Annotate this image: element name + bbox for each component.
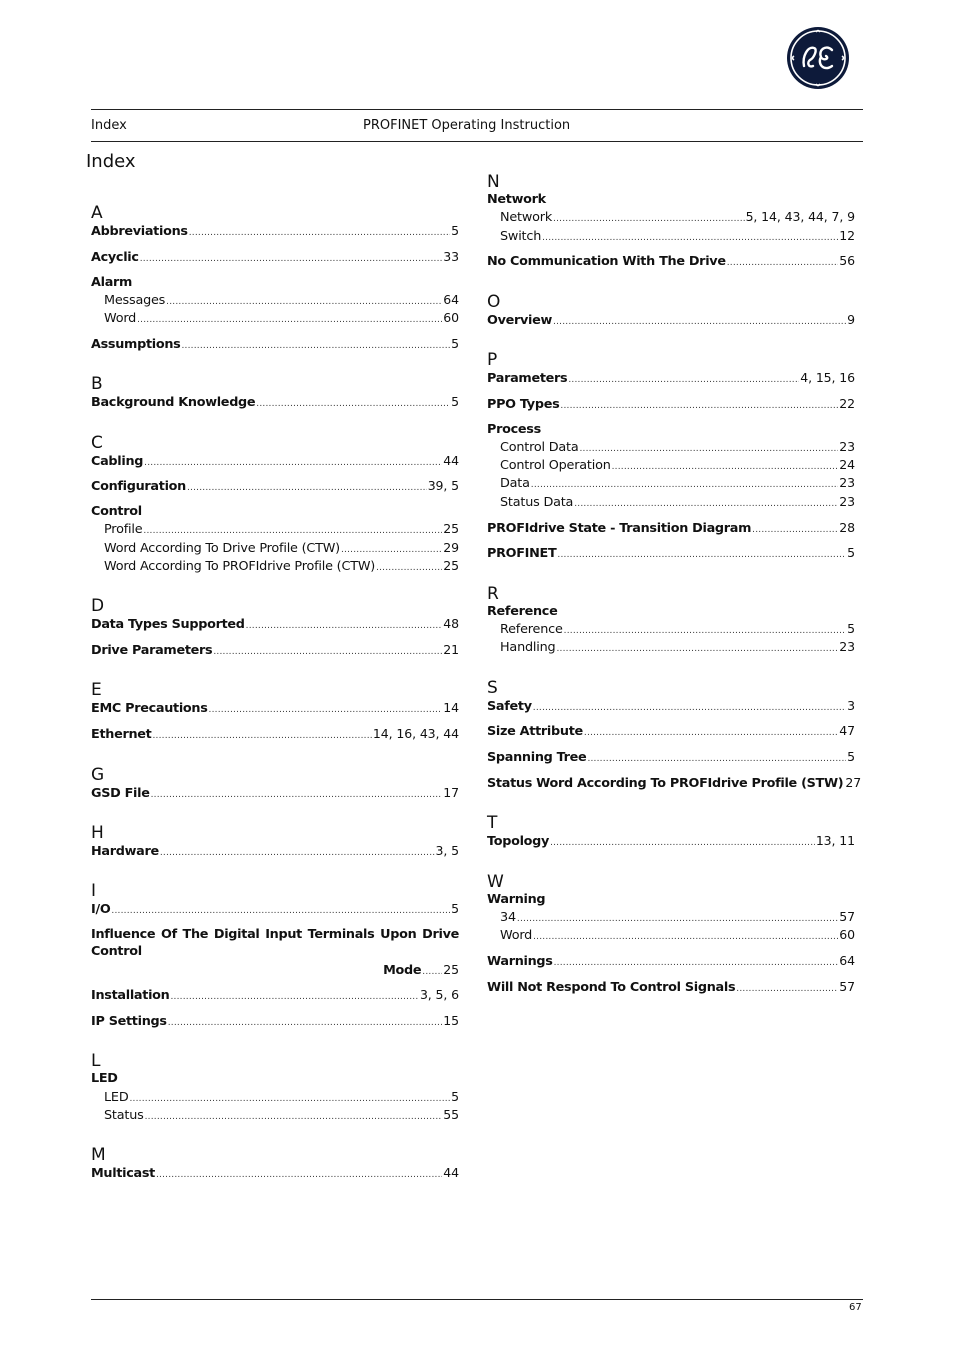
entry-heading: Alarm bbox=[91, 274, 133, 290]
entry-pages: 21 bbox=[443, 642, 459, 658]
entry-pages: 5 bbox=[847, 620, 855, 636]
index-entry bbox=[91, 222, 459, 240]
index-entry-row bbox=[487, 722, 855, 740]
index-subentry bbox=[487, 438, 855, 456]
dot-leader bbox=[553, 209, 745, 222]
dot-leader bbox=[752, 520, 838, 533]
index-entry bbox=[487, 603, 855, 657]
index-section-a bbox=[91, 202, 459, 353]
index-entry bbox=[487, 369, 855, 387]
section-letter: G bbox=[91, 764, 105, 785]
index-subentry bbox=[91, 309, 459, 327]
dot-leader bbox=[550, 833, 815, 846]
entry-pages: 5 bbox=[847, 545, 855, 561]
entry-term: Acyclic bbox=[91, 249, 139, 265]
index-entry bbox=[91, 1164, 459, 1182]
index-entry-row bbox=[487, 952, 855, 970]
dot-leader bbox=[531, 475, 839, 488]
entry-term: Data bbox=[500, 476, 530, 492]
entry-term: Profile bbox=[104, 522, 143, 538]
entry-heading: Control bbox=[91, 504, 142, 520]
index-entry bbox=[91, 248, 459, 266]
section-letter: O bbox=[487, 291, 501, 312]
entry-pages: 14, 16, 43, 44 bbox=[372, 726, 459, 742]
header-bottom-rule bbox=[91, 141, 863, 142]
index-entry bbox=[487, 191, 855, 245]
dot-leader bbox=[533, 927, 838, 940]
index-entry-row bbox=[91, 842, 459, 860]
index-subentry bbox=[487, 638, 855, 656]
entry-pages: 4, 15, 16 bbox=[800, 369, 855, 385]
index-entry-row bbox=[91, 641, 459, 659]
index-entry bbox=[91, 725, 459, 743]
dot-leader bbox=[151, 785, 443, 798]
section-letter: C bbox=[91, 432, 103, 453]
dot-leader bbox=[166, 292, 442, 305]
index-entry-row bbox=[487, 369, 855, 387]
index-section-w bbox=[487, 871, 855, 996]
entry-term: Ethernet bbox=[91, 727, 152, 743]
section-letter: N bbox=[487, 172, 500, 192]
entry-term: I/O bbox=[91, 902, 111, 918]
index-entry-row bbox=[91, 248, 459, 266]
index-entry bbox=[91, 1070, 459, 1124]
index-entry bbox=[487, 774, 862, 792]
entry-pages: 57 bbox=[839, 908, 855, 924]
entry-pages: 23 bbox=[839, 438, 855, 454]
entry-term: Parameters bbox=[487, 370, 568, 386]
page-title: Index bbox=[86, 151, 136, 172]
dot-leader bbox=[517, 909, 838, 922]
index-entry-row bbox=[91, 452, 459, 470]
dot-leader bbox=[568, 370, 799, 383]
entry-heading: Process bbox=[487, 421, 541, 437]
entry-pages: 22 bbox=[839, 395, 855, 411]
entry-term: Word According To PROFIdrive Profile (CTW) bbox=[104, 559, 376, 575]
index-entry-row bbox=[487, 544, 855, 562]
entry-term: Configuration bbox=[91, 479, 186, 495]
index-entry-row bbox=[91, 699, 459, 717]
entry-pages: 33 bbox=[443, 248, 459, 264]
index-subentry bbox=[487, 493, 855, 511]
entry-pages: 5 bbox=[451, 335, 459, 351]
index-entry-row bbox=[91, 1012, 459, 1030]
index-entry bbox=[91, 615, 459, 633]
dot-leader bbox=[533, 698, 846, 711]
index-entry bbox=[487, 832, 855, 850]
entry-pages: 27 bbox=[845, 774, 862, 790]
page-number: 67 bbox=[849, 1302, 862, 1313]
dot-leader bbox=[560, 396, 838, 409]
index-entry-row bbox=[487, 697, 855, 715]
entry-term: Spanning Tree bbox=[487, 750, 587, 766]
entry-term: Warnings bbox=[487, 953, 553, 969]
entry-term: Data Types Supported bbox=[91, 617, 245, 633]
entry-pages: 39, 5 bbox=[427, 478, 459, 494]
index-entry bbox=[91, 784, 459, 802]
dot-leader bbox=[256, 394, 450, 407]
index-entry-row bbox=[487, 252, 855, 270]
entry-term: Background Knowledge bbox=[91, 395, 256, 411]
entry-term: LED bbox=[104, 1089, 129, 1105]
index-entry bbox=[487, 544, 855, 562]
index-entry bbox=[487, 421, 855, 511]
entry-term: No Communication With The Drive bbox=[487, 254, 726, 270]
entry-term: IP Settings bbox=[91, 1014, 167, 1030]
entry-pages: 25 bbox=[443, 961, 459, 977]
index-subentry bbox=[487, 208, 855, 226]
dot-leader bbox=[143, 521, 442, 534]
index-subentry bbox=[487, 908, 855, 926]
dot-leader bbox=[129, 1089, 450, 1102]
index-entry bbox=[487, 252, 855, 270]
dot-leader bbox=[736, 979, 838, 992]
dot-leader bbox=[181, 336, 450, 349]
index-entry bbox=[91, 477, 459, 495]
dot-leader bbox=[213, 642, 442, 655]
dot-leader bbox=[553, 312, 846, 325]
entry-term: PPO Types bbox=[487, 396, 560, 412]
section-letter: H bbox=[91, 822, 104, 843]
index-section-l bbox=[91, 1050, 459, 1124]
index-subentry bbox=[487, 926, 855, 944]
dot-leader bbox=[140, 249, 443, 262]
dot-leader bbox=[156, 1165, 442, 1178]
index-entry-row bbox=[91, 1164, 459, 1182]
index-entry bbox=[487, 395, 855, 413]
entry-term: Status bbox=[104, 1108, 144, 1124]
index-entry-row bbox=[487, 519, 855, 537]
index-entry-row bbox=[487, 748, 855, 766]
dot-leader bbox=[584, 723, 838, 736]
entry-term: Word bbox=[500, 928, 533, 944]
index-subentry bbox=[487, 227, 855, 245]
index-entry-row bbox=[91, 961, 459, 979]
index-entry-row bbox=[91, 335, 459, 353]
index-subentry bbox=[487, 620, 855, 638]
dot-leader bbox=[152, 726, 371, 739]
index-entry bbox=[487, 722, 855, 740]
section-letter: S bbox=[487, 677, 498, 698]
entry-pages: 44 bbox=[443, 452, 459, 468]
dot-leader bbox=[422, 962, 442, 975]
section-letter: P bbox=[487, 349, 498, 370]
index-section-i bbox=[91, 880, 459, 1030]
entry-pages: 44 bbox=[443, 1165, 459, 1181]
entry-term: Hardware bbox=[91, 843, 159, 859]
index-entry bbox=[91, 842, 459, 860]
entry-pages: 3, 5 bbox=[435, 842, 459, 858]
header-top-rule bbox=[91, 109, 863, 110]
entry-pages: 3 bbox=[847, 697, 855, 713]
entry-pages: 28 bbox=[839, 519, 855, 535]
entry-pages: 48 bbox=[443, 616, 459, 632]
section-letter: E bbox=[91, 680, 102, 701]
entry-pages: 5 bbox=[847, 749, 855, 765]
index-entry bbox=[487, 952, 855, 970]
index-entry bbox=[91, 926, 459, 979]
entry-term: Messages bbox=[104, 292, 166, 308]
dot-leader bbox=[587, 749, 846, 762]
index-section-b bbox=[91, 373, 459, 411]
index-section-s bbox=[487, 677, 862, 793]
entry-term-line1: Influence Of The Digital Input Terminals Upon Drive Control bbox=[91, 926, 459, 960]
entry-term: Will Not Respond To Control Signals bbox=[487, 979, 736, 995]
header-section-label: Index bbox=[91, 118, 127, 133]
index-entry bbox=[91, 503, 459, 575]
index-subentry bbox=[91, 557, 459, 575]
index-section-o bbox=[487, 291, 855, 329]
entry-pages: 5, 14, 43, 44, 7, 9 bbox=[745, 209, 855, 225]
section-letter: I bbox=[91, 881, 97, 902]
index-section-e bbox=[91, 679, 459, 743]
index-subentry bbox=[487, 456, 855, 474]
entry-pages: 64 bbox=[839, 952, 855, 968]
index-entry-row bbox=[91, 393, 459, 411]
entry-pages: 24 bbox=[839, 457, 855, 473]
entry-term: Multicast bbox=[91, 1166, 155, 1182]
entry-term: Word According To Drive Profile (CTW) bbox=[104, 540, 340, 556]
entry-pages: 23 bbox=[839, 493, 855, 509]
section-letter: A bbox=[91, 203, 103, 223]
dot-leader bbox=[554, 953, 839, 966]
index-section-d bbox=[91, 595, 459, 659]
index-column-left bbox=[91, 202, 459, 1203]
entry-term: Abbreviations bbox=[91, 224, 188, 239]
index-entry-row bbox=[91, 477, 459, 495]
index-entry-row bbox=[91, 784, 459, 802]
dot-leader bbox=[137, 310, 442, 323]
section-letter: T bbox=[487, 813, 498, 834]
entry-heading: Warning bbox=[487, 891, 546, 907]
dot-leader bbox=[246, 616, 443, 629]
section-letter: M bbox=[91, 1145, 106, 1166]
section-letter: R bbox=[487, 583, 499, 604]
dot-leader bbox=[341, 540, 442, 553]
entry-pages: 29 bbox=[443, 539, 459, 555]
ge-logo bbox=[786, 26, 850, 90]
index-section-p bbox=[487, 349, 855, 563]
entry-pages: 5 bbox=[451, 1088, 459, 1104]
index-entry bbox=[487, 748, 855, 766]
entry-term: Drive Parameters bbox=[91, 643, 213, 659]
dot-leader bbox=[170, 987, 418, 1000]
entry-pages: 25 bbox=[443, 558, 459, 574]
dot-leader bbox=[376, 558, 442, 571]
entry-term: Size Attribute bbox=[487, 724, 583, 740]
index-section-n bbox=[487, 171, 855, 271]
index-entry bbox=[91, 1012, 459, 1030]
entry-pages: 13, 11 bbox=[815, 833, 855, 849]
entry-pages: 12 bbox=[839, 227, 855, 243]
index-entry bbox=[91, 452, 459, 470]
entry-pages: 64 bbox=[443, 291, 459, 307]
entry-pages: 55 bbox=[443, 1107, 459, 1123]
index-entry-row bbox=[487, 311, 855, 329]
index-entry-row bbox=[91, 725, 459, 743]
index-subentry bbox=[91, 1106, 459, 1124]
section-letter: W bbox=[487, 871, 504, 892]
footer-rule bbox=[91, 1299, 863, 1300]
entry-pages: 5 bbox=[451, 901, 459, 917]
dot-leader bbox=[144, 453, 442, 466]
index-section-t bbox=[487, 812, 855, 850]
entry-pages: 3, 5, 6 bbox=[419, 987, 459, 1003]
entry-heading: Reference bbox=[487, 603, 558, 619]
index-entry bbox=[91, 699, 459, 717]
index-subentry bbox=[91, 520, 459, 538]
index-entry-row bbox=[91, 986, 459, 1004]
index-section-r bbox=[487, 583, 855, 657]
header-document-title: PROFINET Operating Instruction bbox=[363, 118, 571, 133]
section-letter: L bbox=[91, 1051, 101, 1072]
entry-term: Overview bbox=[487, 312, 553, 328]
dot-leader bbox=[209, 700, 443, 713]
index-section-m bbox=[91, 1144, 459, 1182]
entry-term: Cabling bbox=[91, 453, 144, 469]
entry-term: Status Data bbox=[500, 494, 574, 510]
entry-term: Topology bbox=[487, 834, 550, 850]
entry-pages: 23 bbox=[839, 475, 855, 491]
entry-term: Status Word According To PROFIdrive Profile (STW) bbox=[487, 775, 844, 791]
index-section-h bbox=[91, 822, 459, 860]
entry-term: Handling bbox=[500, 640, 556, 656]
index-entry bbox=[91, 274, 459, 328]
index-entry bbox=[91, 641, 459, 659]
index-subentry bbox=[91, 291, 459, 309]
entry-pages: 5 bbox=[451, 394, 459, 410]
dot-leader bbox=[168, 1013, 443, 1026]
entry-pages: 5 bbox=[451, 223, 459, 238]
index-entry-row bbox=[487, 774, 862, 792]
entry-pages: 15 bbox=[443, 1013, 459, 1029]
dot-leader bbox=[556, 639, 838, 652]
entry-pages: 14 bbox=[443, 700, 459, 716]
entry-pages: 56 bbox=[839, 253, 855, 269]
entry-term: EMC Precautions bbox=[91, 701, 208, 717]
index-entry bbox=[487, 519, 855, 537]
index-subentry bbox=[91, 1088, 459, 1106]
dot-leader bbox=[189, 223, 450, 236]
index-entry-row bbox=[487, 978, 855, 996]
entry-term: Switch bbox=[500, 228, 542, 244]
entry-pages: 60 bbox=[443, 310, 459, 326]
index-entry-row bbox=[487, 832, 855, 850]
entry-pages: 47 bbox=[839, 723, 855, 739]
index-entry bbox=[91, 986, 459, 1004]
entry-term: Control Operation bbox=[500, 458, 611, 474]
index-entry bbox=[487, 311, 855, 329]
index-entry bbox=[487, 697, 855, 715]
dot-leader bbox=[574, 494, 838, 507]
index-entry-row bbox=[487, 395, 855, 413]
entry-heading: LED bbox=[91, 1071, 118, 1087]
entry-term: Control Data bbox=[500, 439, 579, 455]
entry-term: Assumptions bbox=[91, 336, 181, 352]
section-letter: D bbox=[91, 596, 105, 617]
index-entry-row bbox=[91, 900, 459, 918]
entry-term: 34 bbox=[500, 909, 516, 925]
entry-pages: 25 bbox=[443, 521, 459, 537]
entry-pages: 57 bbox=[839, 978, 855, 994]
index-entry bbox=[91, 393, 459, 411]
dot-leader bbox=[542, 228, 838, 241]
entry-term: Word bbox=[104, 311, 137, 327]
entry-term: PROFINET bbox=[487, 546, 557, 562]
dot-leader bbox=[727, 253, 839, 266]
dot-leader bbox=[160, 843, 435, 856]
dot-leader bbox=[557, 545, 846, 558]
dot-leader bbox=[564, 621, 847, 634]
index-section-g bbox=[91, 764, 459, 802]
entry-term: Reference bbox=[500, 621, 563, 637]
entry-term: GSD File bbox=[91, 785, 150, 801]
index-subentry bbox=[91, 539, 459, 557]
entry-term: Network bbox=[500, 210, 553, 226]
section-letter: B bbox=[91, 374, 103, 395]
entry-heading: Network bbox=[487, 192, 546, 207]
index-entry bbox=[91, 335, 459, 353]
entry-term: Installation bbox=[91, 988, 170, 1004]
index-entry-row bbox=[91, 222, 459, 240]
index-subentry bbox=[487, 474, 855, 492]
index-entry bbox=[487, 978, 855, 996]
index-entry-row bbox=[91, 615, 459, 633]
dot-leader bbox=[111, 901, 450, 914]
dot-leader bbox=[187, 478, 427, 491]
index-section-c bbox=[91, 432, 459, 576]
entry-pages: 23 bbox=[839, 639, 855, 655]
entry-term: PROFIdrive State - Transition Diagram bbox=[487, 520, 752, 536]
entry-pages: 17 bbox=[443, 784, 459, 800]
index-column-right bbox=[487, 171, 862, 1016]
dot-leader bbox=[579, 439, 838, 452]
index-entry bbox=[487, 891, 855, 945]
entry-term-line2: Mode bbox=[383, 962, 422, 978]
dot-leader bbox=[612, 457, 839, 470]
dot-leader bbox=[145, 1107, 443, 1120]
entry-pages: 9 bbox=[847, 311, 855, 327]
index-entry bbox=[91, 900, 459, 918]
entry-pages: 60 bbox=[839, 927, 855, 943]
entry-term: Safety bbox=[487, 698, 532, 714]
